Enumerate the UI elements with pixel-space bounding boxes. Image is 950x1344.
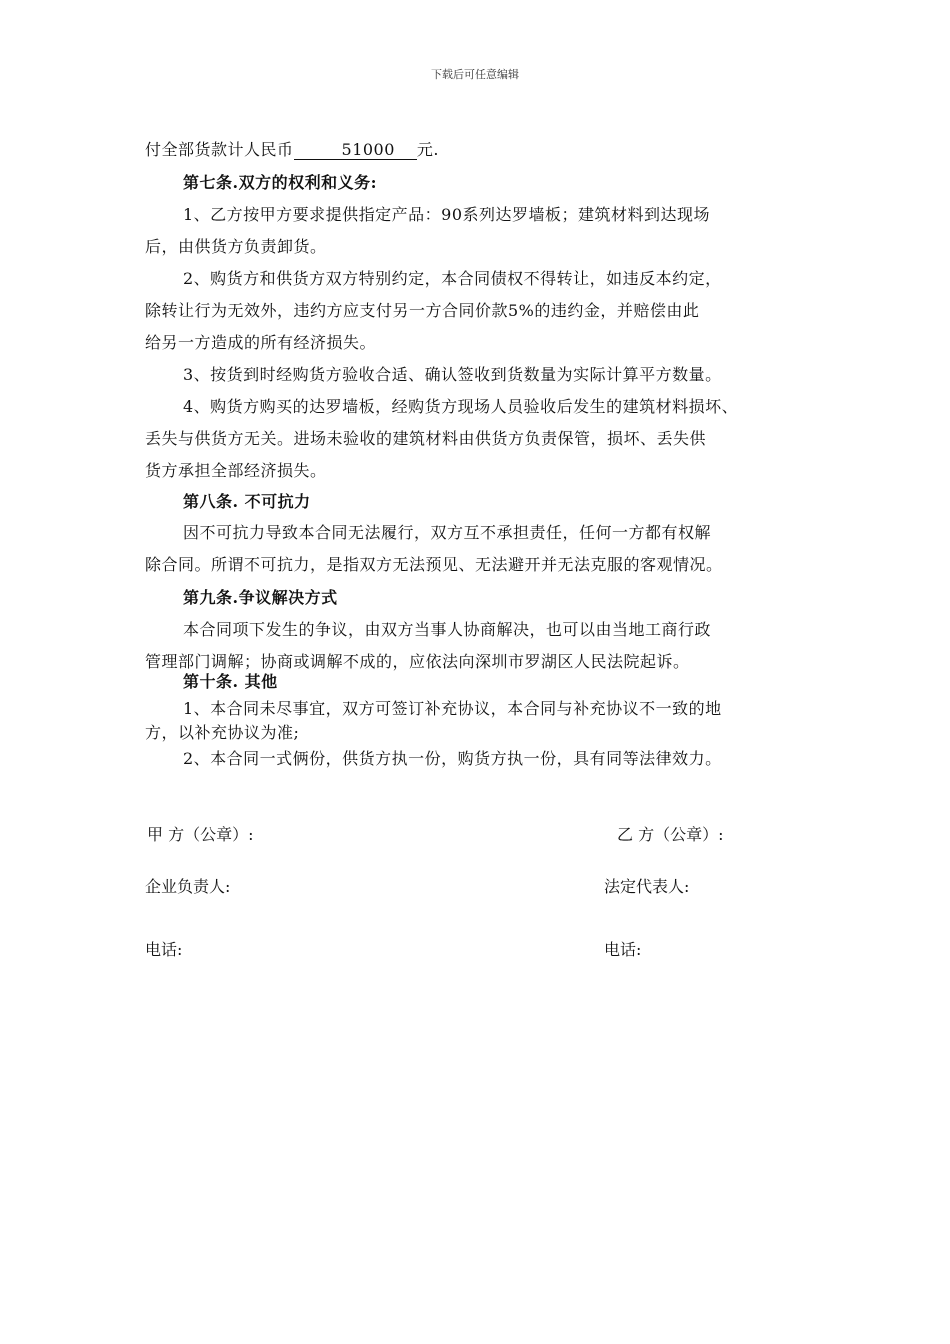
party-a-representative-label: 企业负责人:	[145, 877, 231, 896]
article-10-title: 第十条. 其他	[183, 672, 278, 691]
article-7-clause-2-line-3: 给另一方造成的所有经济损失。	[145, 333, 377, 352]
payment-prefix: 付全部货款计人民币	[145, 140, 294, 159]
article-10-clause-2: 2、本合同一式俩份，供货方执一份，购货方执一份，具有同等法律效力。	[183, 749, 722, 768]
payment-suffix: 元.	[416, 140, 440, 159]
party-b-representative-label: 法定代表人:	[604, 877, 690, 896]
page-header: 下载后可任意编辑	[431, 68, 519, 81]
article-7-clause-2-line-1: 2、购货方和供货方双方特别约定，本合同债权不得转让，如违反本约定，	[183, 269, 722, 288]
article-8-line-2: 除合同。所谓不可抗力，是指双方无法预见、无法避开并无法克服的客观情况。	[145, 555, 723, 574]
party-b-phone-label: 电话:	[604, 940, 642, 959]
article-9-title: 第九条.争议解决方式	[183, 588, 338, 607]
article-7-clause-2-line-2: 除转让行为无效外，违约方应支付另一方合同价款5%的违约金，并赔偿由此	[145, 301, 700, 320]
article-9-line-1: 本合同项下发生的争议，由双方当事人协商解决，也可以由当地工商行政	[183, 620, 712, 639]
article-7-clause-4-line-2: 丢失与供货方无关。进场未验收的建筑材料由供货方负责保管，损坏、丢失供	[145, 429, 707, 448]
article-8-title: 第八条. 不可抗力	[183, 492, 311, 511]
payment-line	[145, 137, 439, 160]
article-10-clause-1-line-1: 1、本合同未尽事宜，双方可签订补充协议，本合同与补充协议不一致的地	[183, 699, 722, 718]
article-8-line-1: 因不可抗力导致本合同无法履行，双方互不承担责任，任何一方都有权解	[183, 523, 712, 542]
party-a-phone-label: 电话:	[145, 940, 183, 959]
article-7-clause-4-line-3: 货方承担全部经济损失。	[145, 461, 327, 480]
article-7-clause-4-line-1: 4、购货方购买的达罗墙板，经购货方现场人员验收后发生的建筑材料损坏、	[183, 397, 739, 416]
article-10-clause-1-line-2: 方，以补充协议为准;	[145, 723, 300, 742]
party-b-seal-label: 乙 方（公章）:	[617, 825, 724, 844]
article-7-clause-3: 3、按货到时经购货方验收合适、确认签收到货数量为实际计算平方数量。	[183, 365, 722, 384]
article-7-clause-1-line-1: 1、乙方按甲方要求提供指定产品：90系列达罗墙板；建筑材料到达现场	[183, 205, 711, 224]
party-a-seal-label: 甲 方（公章）:	[147, 825, 254, 844]
article-9-line-2: 管理部门调解；协商或调解不成的，应依法向深圳市罗湖区人民法院起诉。	[145, 652, 690, 671]
article-7-title: 第七条.双方的权利和义务:	[183, 173, 377, 192]
payment-amount: 51000	[294, 141, 417, 160]
article-7-clause-1-line-2: 后，由供货方负责卸货。	[145, 237, 327, 256]
